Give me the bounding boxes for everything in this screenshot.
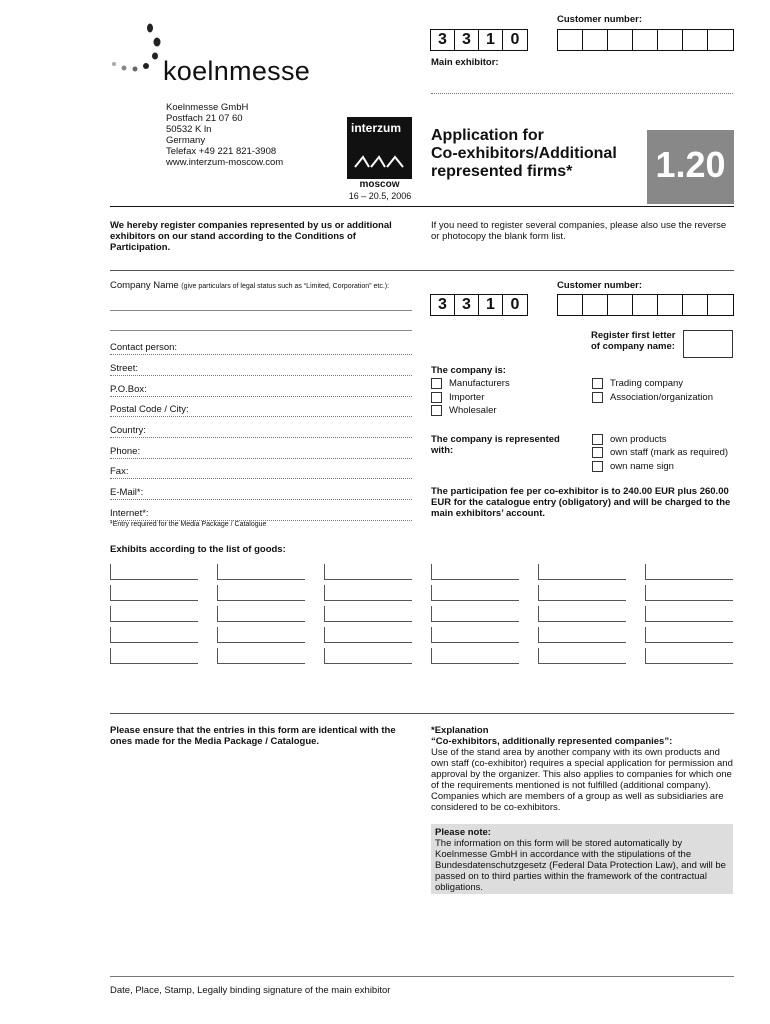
exhibit-field[interactable] (217, 627, 305, 643)
interzum-mark-icon (353, 155, 405, 169)
internet-field[interactable]: Internet*: (110, 508, 412, 521)
option-label: own products (610, 434, 667, 445)
address-line: Telefax +49 221 821-3908 (166, 146, 277, 157)
customer-digit: 3 (455, 30, 479, 50)
wholesaler-checkbox[interactable] (431, 404, 497, 417)
exhibit-field[interactable] (217, 606, 305, 622)
intro-divider (110, 270, 734, 271)
checkbox-icon (431, 405, 442, 416)
explanation-subtitle: “Co-exhibitors, additionally represented companies”: (431, 736, 673, 747)
exhibit-field[interactable] (217, 648, 305, 664)
form-title (431, 127, 617, 181)
address-line: Koelnmesse GmbH (166, 102, 249, 113)
exhibit-field[interactable] (110, 627, 198, 643)
main-exhibitor-field[interactable] (431, 93, 733, 94)
customer-number-prefix (430, 29, 528, 51)
note-title: Please note: (435, 827, 491, 838)
represented-label: The company is represented with: (431, 434, 560, 456)
street-field[interactable]: Street: (110, 363, 412, 376)
importer-checkbox[interactable] (431, 391, 484, 404)
event-dates: 16 – 20.5, 2006 (348, 191, 412, 201)
fax-field[interactable]: Fax: (110, 466, 412, 479)
form-number: 1.20 (655, 144, 726, 185)
exhibit-field[interactable] (538, 606, 626, 622)
register-letter-input[interactable] (683, 330, 733, 358)
exhibit-field[interactable] (431, 606, 519, 622)
company-customer-prefix (430, 294, 528, 316)
exhibit-field[interactable] (110, 606, 198, 622)
exhibit-field[interactable] (431, 585, 519, 601)
checkbox-icon (431, 392, 442, 403)
exhibit-field[interactable] (324, 606, 412, 622)
exhibits-label: Exhibits according to the list of goods: (110, 544, 286, 555)
own-name-sign-checkbox[interactable] (592, 460, 674, 473)
exhibit-field[interactable] (538, 648, 626, 664)
exhibit-field[interactable] (645, 564, 733, 580)
company-name-label (110, 280, 389, 291)
checkbox-icon (592, 378, 603, 389)
company-name-hint: (give particulars of legal status such as “Limited, Corporation” etc.): (181, 283, 390, 290)
checkbox-icon (592, 447, 603, 458)
customer-number-label: Customer number: (557, 280, 642, 291)
form-title-line: represented firms* (431, 163, 573, 180)
option-label: Association/organization (610, 392, 713, 403)
exhibit-field[interactable] (645, 648, 733, 664)
signature-label: Date, Place, Stamp, Legally binding signature of the main exhibitor (110, 985, 391, 996)
exhibit-field[interactable] (324, 648, 412, 664)
event-name: interzum (351, 121, 402, 135)
address-line: Postfach 21 07 60 (166, 113, 243, 124)
option-label: Wholesaler (449, 405, 497, 416)
exhibit-field[interactable] (217, 585, 305, 601)
exhibit-field[interactable] (538, 585, 626, 601)
exhibit-field[interactable] (431, 627, 519, 643)
company-customer-number-input[interactable] (557, 294, 734, 316)
exhibit-field[interactable] (538, 564, 626, 580)
option-label: own staff (mark as required) (610, 447, 729, 458)
customer-digit: 3 (431, 295, 455, 315)
association-checkbox[interactable] (592, 391, 713, 404)
event-city: moscow (359, 179, 400, 190)
logo-dots-icon (100, 18, 170, 78)
exhibit-field[interactable] (110, 564, 198, 580)
company-name-line[interactable] (110, 330, 412, 331)
exhibit-field[interactable] (324, 564, 412, 580)
exhibit-field[interactable] (324, 585, 412, 601)
header-divider (110, 206, 734, 207)
checkbox-icon (592, 434, 603, 445)
own-products-checkbox[interactable] (592, 433, 667, 446)
fee-text: The participation fee per co-exhibitor is to 240.00 EUR plus 260.00 EUR for the catalogue entry (obligatory) and will be charged to the main exhibitors’ account. (431, 486, 731, 519)
customer-digit: 1 (479, 30, 503, 50)
exhibit-field[interactable] (645, 627, 733, 643)
exhibit-field[interactable] (431, 564, 519, 580)
exhibit-field[interactable] (110, 585, 198, 601)
manufacturers-checkbox[interactable] (431, 377, 510, 390)
checkbox-icon (592, 392, 603, 403)
customer-digit: 0 (510, 31, 520, 48)
logo-wordmark: koelnmesse (163, 56, 311, 86)
interzum-logo (347, 117, 412, 179)
intro-left: We hereby register companies represented by us or additional exhibitors on our stand according to the Conditions of Participation. (110, 220, 392, 253)
privacy-note (431, 824, 733, 894)
form-title-line: Application for (431, 127, 544, 144)
form-number-badge (647, 130, 734, 204)
address-block (166, 102, 356, 168)
exhibit-field[interactable] (431, 648, 519, 664)
exhibit-field[interactable] (538, 627, 626, 643)
customer-digit: 1 (479, 295, 503, 315)
explanation (431, 725, 733, 813)
po-box-field[interactable]: P.O.Box: (110, 384, 412, 397)
form-title-line: Co-exhibitors/Additional (431, 145, 617, 162)
checkbox-icon (431, 378, 442, 389)
option-label: own name sign (610, 461, 674, 472)
register-label: Register first letter of company name: (591, 330, 676, 352)
company-name-line[interactable] (110, 310, 412, 311)
note-body: The information on this form will be stored automatically by Koelnmesse GmbH in accordance with the stipulations of the Bundesdatenschutzgesetz (Federal Data Protection Law), and will be passed on to third parties within the framework of the contractual obligations. (435, 838, 726, 893)
company-name-label-text: Company Name (110, 280, 179, 291)
contact-person-field[interactable]: Contact person: (110, 342, 412, 355)
customer-number-label: Customer number: (557, 14, 642, 25)
signature-line[interactable] (110, 976, 734, 977)
trading-company-checkbox[interactable] (592, 377, 683, 390)
exhibit-field[interactable] (217, 564, 305, 580)
entry-footnote: *Entry required for the Media Package / Catalogue (110, 521, 267, 528)
address-line: www.interzum-moscow.com (166, 157, 284, 168)
explanation-title: *Explanation (431, 725, 489, 736)
company-is-label: The company is: (431, 365, 506, 376)
customer-digit: 3 (455, 295, 479, 315)
exhibit-field[interactable] (324, 627, 412, 643)
exhibit-field[interactable] (645, 585, 733, 601)
ensure-text: Please ensure that the entries in this form are identical with the ones made for the Media Package / Catalogue. (110, 725, 396, 747)
exhibit-field[interactable] (645, 606, 733, 622)
address-line: 50532 K ln (166, 124, 212, 135)
option-label: Trading company (610, 378, 684, 389)
main-exhibitor-label: Main exhibitor: (431, 57, 499, 68)
intro-right: If you need to register several companies, please also use the reverse or photocopy the blank form list. (431, 220, 727, 242)
explanation-body: Use of the stand area by another company with its own products and own staff (co-exhibitor) requires a special application for permission and approval by the organizer. This also applies to companies for which one of the requirements mentioned is not fulfilled (additional company). Companies which are members of a group as well as subsidiaries are considered to be co-exhibitors. (431, 747, 733, 813)
checkbox-icon (592, 461, 603, 472)
exhibits-divider (110, 713, 734, 714)
email-field[interactable]: E-Mail*: (110, 487, 412, 500)
exhibit-field[interactable] (110, 648, 198, 664)
customer-digit: 3 (431, 30, 455, 50)
phone-field[interactable]: Phone: (110, 446, 412, 459)
country-field[interactable]: Country: (110, 425, 412, 438)
customer-digit: 0 (510, 296, 520, 313)
address-line: Germany (166, 135, 206, 146)
option-label: Manufacturers (449, 378, 510, 389)
postal-city-field[interactable]: Postal Code / City: (110, 404, 412, 417)
option-label: Importer (449, 392, 485, 403)
customer-number-input[interactable] (557, 29, 734, 51)
own-staff-checkbox[interactable] (592, 446, 728, 459)
